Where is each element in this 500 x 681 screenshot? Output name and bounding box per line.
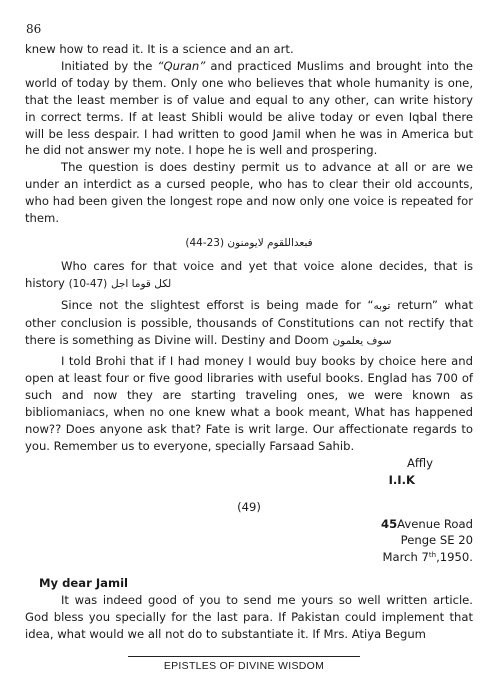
street: Avenue Road (397, 516, 473, 531)
signature: I.I.K (388, 472, 415, 487)
date-suffix: th (428, 551, 437, 560)
arabic-quote-text: فبعداللقوم لايومنون (23-44) (185, 236, 313, 249)
salutation: My dear Jamil (39, 576, 129, 591)
address-line (25, 516, 473, 533)
letter-body (25, 41, 473, 643)
date-year: ,1950. (436, 550, 473, 565)
text-run: Since not the slightest efforst is being made for “ (61, 297, 374, 312)
arabic-phrase: توبه (373, 299, 391, 312)
address-line: Penge SE 20 (400, 533, 473, 548)
date-month: March 7 (382, 550, 429, 565)
quran-term: “Quran” (157, 58, 206, 73)
letter-date (25, 549, 473, 566)
address-block (25, 516, 473, 567)
house-number: 45 (381, 516, 398, 531)
closing: Affly (406, 455, 433, 470)
paragraph: knew how to read it. It is a science and an art. (25, 42, 294, 56)
page-number: 86 (26, 22, 42, 36)
text-run: Initiated by the (61, 58, 158, 73)
paragraph: It was indeed good of you to send me yours so well written article. God bless you specially for the last para. If Pakistan could implement that idea, what would we all not do to substantiate it. If Mrs. Atiya Begum (25, 593, 473, 641)
text-run: return” what other conclusion is possible, thousands of Constitutions can not rectify that there is something as Divine will. Destiny and Doom (25, 297, 473, 347)
footer-divider (128, 656, 360, 657)
paragraph (25, 58, 473, 159)
arabic-phrase: لكل قوما اجل (110, 277, 172, 290)
paragraph (25, 297, 473, 350)
text-run: and practiced Muslims and brought into the world of today by them. Only one who believes that whole humanity is one, that the least member is of value and equal to any other, can write history in correct terms. If at least Shibli would be alive today or even Iqbal there will be less despair. I had written to good Jamil when he was in America but he did not answer my note. I hope he is well and prospering. (25, 58, 473, 158)
paragraph: I told Brohi that if I had money I would buy books by choice here and open at least four or five good libraries with useful books. Englad has 700 of such and now they are starting traveling ones, we were known as bibliomaniacs, when no one knew what a book meant, What has happened now?? Does anyone ask that? Fate is writ large. Our affectionate regards to you. Remember us to everyone, specially Farsaad Sahib. (25, 354, 473, 453)
book-title-footer: EPISTLES OF DIVINE WISDOM (163, 660, 325, 672)
paragraph: The question is does destiny permit us to advance at all or are we under an interdict as a cursed people, who has to clear their old accounts, who had been given the longest rope and now only one voice is repeated for them. (25, 160, 473, 226)
letter-number: (49) (237, 499, 261, 514)
verse-reference: (10-47) (68, 277, 108, 290)
arabic-phrase: سوف يعلمون (332, 334, 392, 347)
arabic-quote (25, 234, 473, 252)
paragraph (25, 258, 473, 293)
text-run: Who cares for that voice and yet that voice alone decides, that is history (25, 258, 473, 290)
